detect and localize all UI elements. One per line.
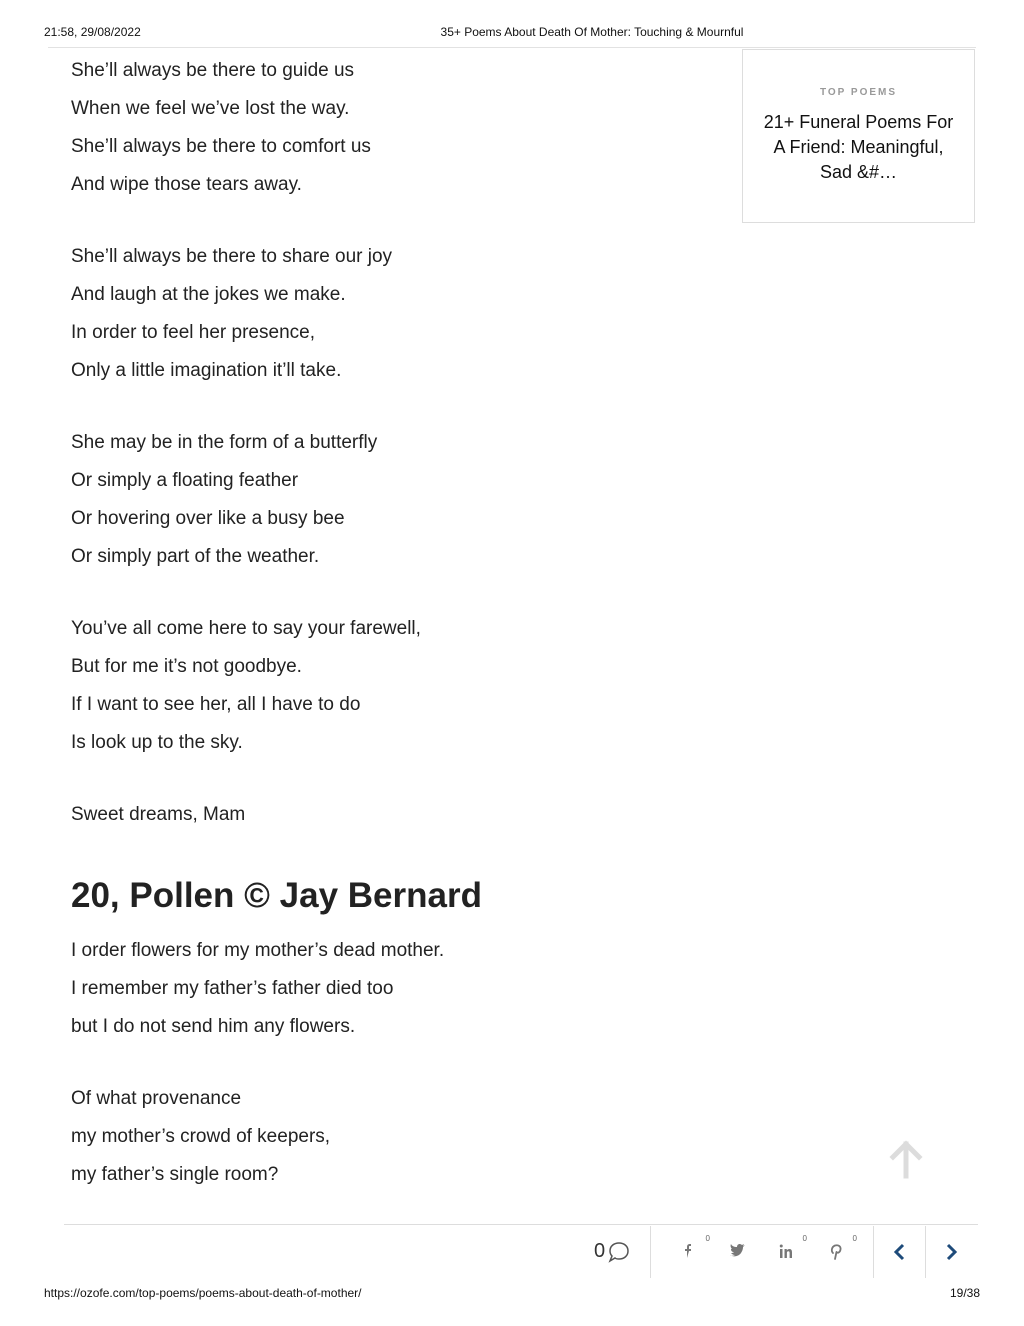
top-divider [48,47,976,48]
next-post-button[interactable] [936,1238,966,1266]
poem-line: Of what provenance [71,1088,242,1109]
twitter-icon [724,1238,750,1264]
chevron-right-icon [943,1242,959,1262]
facebook-share-button[interactable] [676,1234,710,1264]
poem-line: She’ll always be there to share our joy [71,246,393,267]
stanza [71,610,711,762]
poem-line: I remember my father’s father died too [71,978,394,999]
poem-line: Or simply a floating feather [71,470,299,491]
poem-line: I order flowers for my mother’s dead mother. [71,940,445,961]
back-to-top-button[interactable] [888,1140,924,1180]
poem-line: If I want to see her, all I have to do [71,694,361,715]
stanza [71,796,711,834]
poem-line: Or hovering over like a busy bee [71,508,345,529]
poem-line: my father’s single room? [71,1164,279,1185]
pinterest-count: 0 [852,1234,857,1243]
poem-heading: 20, Pollen © Jay Bernard [71,876,482,915]
poem-line: but I do not send him any flowers. [71,1016,356,1037]
divider [873,1226,874,1278]
previous-post-button[interactable] [885,1238,915,1266]
print-url: https://ozofe.com/top-poems/poems-about-death-of-mother/ [44,1286,362,1300]
print-footer [0,1286,1024,1302]
facebook-icon [676,1238,702,1264]
print-header [0,25,1024,41]
chevron-left-icon [892,1242,908,1262]
divider [650,1226,651,1278]
article-body [71,52,711,1228]
poem-line: And laugh at the jokes we make. [71,284,346,305]
poem-line: You’ve all come here to say your farewell, [71,618,421,639]
stanza [71,238,711,390]
print-page-number: 19/38 [949,1286,980,1300]
stanza [71,424,711,576]
print-page-title: 35+ Poems About Death Of Mother: Touching & Mournful [440,25,744,39]
poem-line: She may be in the form of a butterfly [71,432,378,453]
print-datetime: 21:58, 29/08/2022 [44,25,141,39]
arrow-up-icon [888,1140,924,1180]
poem-line: Is look up to the sky. [71,732,243,753]
pinterest-share-button[interactable] [823,1234,857,1264]
poem-line: She’ll always be there to comfort us [71,136,371,157]
twitter-share-button[interactable] [724,1238,750,1264]
speech-bubble-icon [607,1241,631,1263]
widget-kicker: TOP POEMS [819,87,898,98]
poem-line: She’ll always be there to guide us [71,60,355,81]
linkedin-share-button[interactable] [773,1234,807,1264]
poem-line: And wipe those tears away. [71,174,302,195]
poem-line: In order to feel her presence, [71,322,315,343]
stanza [71,52,711,204]
comments-button[interactable] [594,1240,631,1263]
poem-line: Or simply part of the weather. [71,546,320,567]
poem-line: But for me it’s not goodbye. [71,656,302,677]
top-poem-link[interactable]: 21+ Funeral Poems For A Friend: Meaningful, Sad &#… [763,112,954,182]
facebook-count: 0 [705,1234,710,1243]
stanza [71,932,711,1046]
divider [925,1226,926,1278]
poem-line: Only a little imagination it’ll take. [71,360,342,381]
pinterest-icon [823,1238,849,1264]
linkedin-icon [773,1238,799,1264]
comment-count: 0 [594,1240,606,1262]
bottom-divider [64,1224,978,1225]
share-bar [580,1226,978,1278]
poem-line: When we feel we’ve lost the way. [71,98,350,119]
stanza [71,1080,711,1194]
linkedin-count: 0 [802,1234,807,1243]
top-poems-widget [742,49,975,223]
poem-line: my mother’s crowd of keepers, [71,1126,331,1147]
poem-line: Sweet dreams, Mam [71,804,246,825]
